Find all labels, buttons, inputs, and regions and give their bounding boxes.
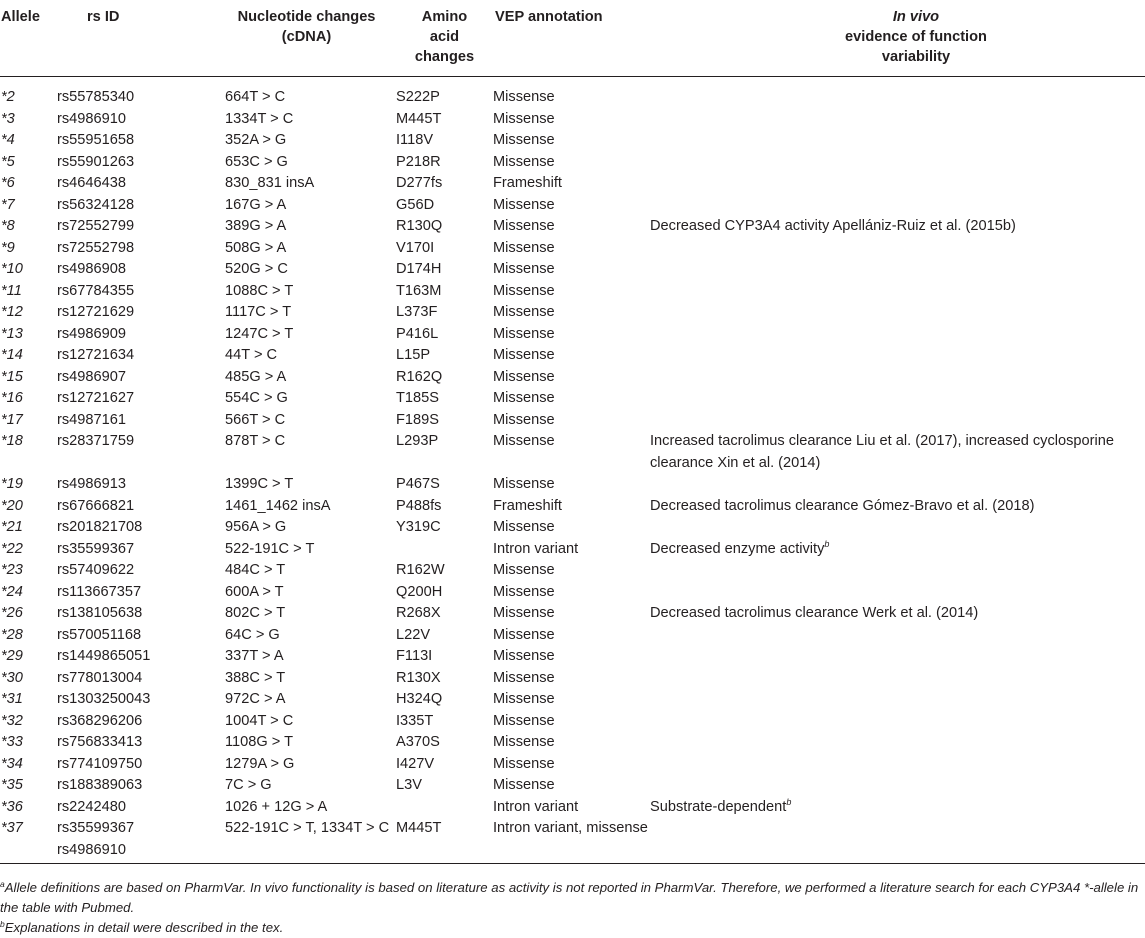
table-row: [0, 668, 1145, 690]
amino-acid-cell: G56D: [396, 196, 435, 213]
amino-acid-cell: L373F: [396, 304, 438, 320]
allele-cell: *22: [1, 540, 23, 557]
rs-id: rs67784355: [57, 282, 135, 299]
rs-id-cell: [57, 818, 225, 864]
rs-id: rs28371759: [57, 433, 135, 449]
rs-id: rs2242480: [57, 798, 126, 815]
evidence-cell: [649, 216, 1145, 238]
vep-cell: Missense: [493, 562, 555, 578]
table-row: [0, 603, 1145, 625]
nucleotide-cell: 1279A > G: [225, 755, 295, 772]
evidence-cell: [649, 367, 1145, 389]
vep-cell: Missense: [493, 626, 555, 643]
rs-id-cell: [57, 238, 225, 260]
allele-cell: *3: [1, 110, 15, 127]
rs-id-cell: [57, 711, 225, 733]
table-row: [0, 496, 1145, 518]
evidence-cell: [649, 431, 1145, 474]
vep-cell: Frameshift: [493, 175, 562, 191]
header-nucleotide: Nucleotide changes (cDNA): [225, 0, 396, 77]
table-row: [0, 77, 1145, 109]
vep-cell: Missense: [493, 712, 555, 729]
allele-cell: *34: [1, 755, 23, 772]
vep-cell: Missense: [493, 368, 555, 385]
vep-cell: Intron variant, missense: [493, 818, 649, 864]
rs-id-cell: [57, 302, 225, 324]
rs-id-cell: [57, 797, 225, 819]
evidence-footnote-mark: b: [786, 796, 792, 807]
rs-id: rs138105638: [57, 605, 143, 621]
rs-id: rs57409622: [57, 562, 135, 578]
table-row: [0, 216, 1145, 238]
table-row: [0, 517, 1145, 539]
rs-id-cell: [57, 603, 225, 625]
nucleotide-cell: 956A > G: [225, 519, 287, 535]
nucleotide-cell: 1117C > T: [225, 304, 292, 320]
vep-cell: Missense: [493, 691, 555, 707]
evidence-cell: [649, 711, 1145, 733]
amino-acid-cell: P467S: [396, 476, 440, 492]
table-row: [0, 754, 1145, 776]
rs-id: rs4986909: [57, 325, 126, 342]
rs-id-cell: [57, 775, 225, 797]
footnote-a: [0, 878, 1140, 918]
rs-id: rs4986907: [57, 368, 126, 385]
table-row: [0, 560, 1145, 582]
vep-cell: Missense: [493, 110, 555, 127]
table-header-row: [0, 0, 1145, 77]
nucleotide-cell: 167G > A: [225, 196, 287, 213]
nucleotide-cell: 485G > A: [225, 368, 287, 385]
amino-acid-cell: I427V: [396, 755, 435, 772]
vep-cell: Missense: [493, 153, 555, 170]
allele-cell: *21: [1, 519, 23, 535]
table-row: [0, 152, 1145, 174]
evidence-cell: [649, 603, 1145, 625]
evidence-cell: [649, 818, 1145, 864]
amino-acid-cell: H324Q: [396, 691, 443, 707]
nucleotide-cell: 664T > C: [225, 89, 286, 105]
table-row: [0, 259, 1145, 281]
evidence-cell: [649, 152, 1145, 174]
amino-acid-cell: [396, 539, 493, 561]
evidence-cell: [649, 324, 1145, 346]
amino-acid-cell: Y319C: [396, 519, 441, 535]
table-row: [0, 474, 1145, 496]
rs-id-cell: [57, 367, 225, 389]
amino-acid-cell: D277fs: [396, 175, 443, 191]
nucleotide-cell: 522-191C > T, 1334T > C: [225, 818, 396, 864]
nucleotide-cell: 653C > G: [225, 153, 288, 170]
table-row: [0, 410, 1145, 432]
rs-id: rs368296206: [57, 712, 143, 729]
rs-id: rs35599367: [57, 820, 135, 836]
allele-cell: *33: [1, 734, 23, 750]
vep-cell: Missense: [493, 755, 555, 772]
nucleotide-cell: 1026 + 12G > A: [225, 798, 328, 815]
table-row: [0, 367, 1145, 389]
nucleotide-cell: 1088C > T: [225, 282, 294, 299]
nucleotide-cell: 7C > G: [225, 777, 272, 793]
rs-id: rs570051168: [57, 626, 142, 643]
rs-id-cell: [57, 324, 225, 346]
header-in-vivo-evidence: [649, 0, 1145, 77]
rs-id-cell: [57, 517, 225, 539]
amino-acid-cell: D174H: [396, 261, 442, 277]
vep-cell: Frameshift: [493, 497, 562, 514]
vep-cell: Missense: [493, 89, 555, 105]
allele-cell: *23: [1, 562, 23, 578]
table-row: [0, 431, 1145, 474]
table-row: [0, 582, 1145, 604]
nucleotide-cell: 522-191C > T: [225, 540, 315, 557]
rs-id: rs67666821: [57, 497, 135, 514]
vep-cell: Missense: [493, 669, 555, 686]
evidence-cell: [649, 517, 1145, 539]
vep-cell: Missense: [493, 282, 555, 299]
rs-id: rs4986910: [57, 110, 126, 127]
amino-acid-cell: P218R: [396, 153, 441, 170]
amino-acid-cell: L293P: [396, 433, 439, 449]
amino-acid-cell: F113I: [396, 648, 433, 664]
amino-acid-cell: M445T: [396, 110, 442, 127]
vep-cell: Missense: [493, 476, 555, 492]
amino-acid-cell: V170I: [396, 239, 435, 256]
rs-id: rs72552799: [57, 218, 135, 234]
rs-id: rs1449865051: [57, 648, 151, 664]
evidence-cell: [649, 388, 1145, 410]
rs-id-cell: [57, 173, 225, 195]
rs-id: rs12721627: [57, 390, 135, 406]
evidence-cell: [649, 474, 1145, 496]
vep-cell: Missense: [493, 519, 555, 535]
amino-acid-cell: I335T: [396, 712, 434, 729]
table-row: [0, 539, 1145, 561]
evidence-cell: [649, 625, 1145, 647]
evidence-cell: [649, 281, 1145, 303]
amino-acid-cell: R130Q: [396, 218, 443, 234]
table-row: [0, 818, 1145, 864]
vep-cell: Missense: [493, 605, 555, 621]
nucleotide-cell: 1247C > T: [225, 325, 294, 342]
rs-id: rs778013004: [57, 669, 143, 686]
footnote-b: [0, 918, 1140, 938]
vep-cell: Missense: [493, 196, 555, 213]
evidence-text: Increased tacrolimus clearance Liu et al. (2017), increased cyclosporine clearance Xin et al. (2014): [650, 433, 1114, 471]
amino-acid-cell: L22V: [396, 626, 431, 643]
rs-id: rs55951658: [57, 132, 135, 148]
evidence-cell: [649, 130, 1145, 152]
table-row: [0, 109, 1145, 131]
rs-id: rs72552798: [57, 239, 135, 256]
amino-acid-cell: R162W: [396, 562, 445, 578]
footnote-a-mark: a: [0, 879, 5, 889]
rs-id-cell: [57, 560, 225, 582]
evidence-cell: [649, 109, 1145, 131]
allele-cell: *11: [1, 282, 22, 299]
vep-cell: Missense: [493, 390, 555, 406]
amino-acid-cell: I118V: [396, 132, 434, 148]
evidence-cell: [649, 77, 1145, 109]
nucleotide-cell: 352A > G: [225, 132, 287, 148]
table-row: [0, 130, 1145, 152]
vep-cell: Missense: [493, 218, 555, 234]
amino-acid-cell: A370S: [396, 734, 440, 750]
allele-cell: *4: [1, 132, 15, 148]
nucleotide-cell: 554C > G: [225, 390, 288, 406]
rs-id-cell: [57, 474, 225, 496]
rs-id-cell: [57, 195, 225, 217]
evidence-footnote-mark: b: [824, 538, 830, 549]
allele-cell: *35: [1, 777, 23, 793]
vep-cell: Missense: [493, 261, 555, 277]
allele-cell: *18: [1, 433, 23, 449]
table-row: [0, 173, 1145, 195]
table-row: [0, 625, 1145, 647]
rs-id-cell: [57, 130, 225, 152]
rs-id: rs756833413: [57, 734, 143, 750]
nucleotide-cell: 484C > T: [225, 562, 286, 578]
rs-id-cell: [57, 754, 225, 776]
allele-cell: *30: [1, 669, 23, 686]
vep-cell: Missense: [493, 648, 555, 664]
vep-cell: Missense: [493, 583, 555, 600]
evidence-cell: [649, 410, 1145, 432]
amino-acid-cell: T185S: [396, 390, 439, 406]
rs-id-cell: [57, 689, 225, 711]
table-body: [0, 77, 1145, 864]
evidence-cell: [649, 302, 1145, 324]
table-row: [0, 324, 1145, 346]
allele-cell: *12: [1, 304, 23, 320]
allele-cell: *16: [1, 390, 23, 406]
header-amino-acid: Amino acid changes: [396, 0, 493, 77]
nucleotide-cell: 1399C > T: [225, 476, 294, 492]
header-evidence: evidence of function variability: [845, 29, 987, 65]
rs-id-cell: [57, 281, 225, 303]
table-row: [0, 195, 1145, 217]
allele-cell: *32: [1, 712, 23, 729]
rs-id: rs188389063: [57, 777, 143, 793]
allele-cell: *37: [0, 818, 57, 864]
evidence-text: Decreased enzyme activity: [650, 540, 825, 557]
amino-acid-cell: [396, 797, 493, 819]
rs-id-cell: [57, 345, 225, 367]
evidence-cell: [649, 732, 1145, 754]
nucleotide-cell: 44T > C: [225, 347, 278, 363]
rs-id-cell: [57, 216, 225, 238]
rs-id: rs774109750: [57, 755, 143, 772]
rs-id: rs4646438: [57, 175, 126, 191]
header-allele: Allele: [0, 0, 57, 77]
rs-id-cell: [57, 646, 225, 668]
allele-cell: *6: [1, 175, 15, 191]
nucleotide-cell: 508G > A: [225, 239, 287, 256]
evidence-cell: [649, 345, 1145, 367]
rs-id: rs4986913: [57, 476, 126, 492]
allele-cell: *20: [1, 497, 23, 514]
vep-cell: Intron variant: [493, 798, 579, 815]
rs-id: rs56324128: [57, 196, 135, 213]
header-rs-id: rs ID: [57, 0, 225, 77]
allele-cell: *10: [1, 261, 23, 277]
table-row: [0, 302, 1145, 324]
table-row: [0, 775, 1145, 797]
nucleotide-cell: 972C > A: [225, 691, 286, 707]
rs-id: rs55785340: [57, 89, 135, 105]
nucleotide-cell: 1004T > C: [225, 712, 294, 729]
table-footnotes: [0, 878, 1140, 938]
vep-cell: Missense: [493, 777, 555, 793]
rs-id: rs1303250043: [57, 691, 151, 707]
allele-cell: *8: [1, 218, 15, 234]
amino-acid-cell: S222P: [396, 89, 440, 105]
evidence-cell: [649, 754, 1145, 776]
rs-id-cell: [57, 582, 225, 604]
allele-cell: *7: [1, 196, 15, 213]
evidence-cell: [649, 775, 1145, 797]
rs-id-cell: [57, 496, 225, 518]
allele-cell: *31: [1, 691, 23, 707]
amino-acid-cell: Q200H: [396, 583, 443, 600]
vep-cell: Missense: [493, 325, 555, 342]
rs-id-cell: [57, 152, 225, 174]
rs-id-cell: [57, 668, 225, 690]
table-row: [0, 689, 1145, 711]
rs-id-cell: [57, 410, 225, 432]
allele-cell: *9: [1, 239, 15, 256]
rs-id-cell: [57, 625, 225, 647]
evidence-cell: [649, 195, 1145, 217]
vep-cell: Missense: [493, 239, 555, 256]
rs-id: rs4986908: [57, 261, 126, 277]
nucleotide-cell: 600A > T: [225, 583, 284, 600]
vep-cell: Missense: [493, 347, 555, 363]
evidence-cell: [649, 173, 1145, 195]
nucleotide-cell: 802C > T: [225, 605, 286, 621]
allele-cell: *15: [1, 368, 23, 385]
amino-acid-cell: P488fs: [396, 497, 442, 514]
evidence-cell: [649, 560, 1145, 582]
evidence-text: Decreased tacrolimus clearance Gómez-Bravo et al. (2018): [650, 497, 1035, 514]
allele-cell: *19: [1, 476, 23, 492]
rs-id-cell: [57, 388, 225, 410]
vep-cell: Missense: [493, 411, 555, 428]
table-row: [0, 281, 1145, 303]
amino-acid-cell: R162Q: [396, 368, 443, 385]
vep-cell: Intron variant: [493, 540, 579, 557]
nucleotide-cell: 388C > T: [225, 669, 286, 686]
rs-id-cell: [57, 259, 225, 281]
evidence-cell: [649, 689, 1145, 711]
rs-id-cell: [57, 77, 225, 109]
nucleotide-cell: 64C > G: [225, 626, 280, 643]
nucleotide-cell: 1334T > C: [225, 110, 294, 127]
amino-acid-cell: R268X: [396, 605, 441, 621]
rs-id-cell: [57, 431, 225, 474]
evidence-text: Substrate-dependent: [650, 798, 787, 815]
table-row: [0, 388, 1145, 410]
nucleotide-cell: 566T > C: [225, 411, 286, 428]
nucleotide-cell: 1461_1462 insA: [225, 497, 331, 514]
evidence-cell: [649, 582, 1145, 604]
rs-id: rs113667357: [57, 583, 142, 600]
rs-id-cell: [57, 539, 225, 561]
table-row: [0, 732, 1145, 754]
evidence-cell: [649, 646, 1145, 668]
nucleotide-cell: 830_831 insA: [225, 175, 315, 191]
evidence-cell: [649, 668, 1145, 690]
amino-acid-cell: M445T: [396, 818, 493, 864]
vep-cell: Missense: [493, 734, 555, 750]
footnote-b-text: Explanations in detail were described in the tex.: [4, 920, 284, 935]
nucleotide-cell: 878T > C: [225, 433, 286, 449]
table-row: [0, 797, 1145, 819]
evidence-cell: [649, 539, 1145, 561]
allele-cell: *36: [1, 798, 23, 815]
allele-cell: *26: [1, 605, 23, 621]
table-row: [0, 646, 1145, 668]
rs-id: rs12721629: [57, 304, 135, 320]
rs-id: rs4987161: [57, 411, 126, 428]
allele-cell: *28: [1, 626, 23, 643]
allele-cell: *5: [1, 153, 15, 170]
vep-cell: Missense: [493, 304, 555, 320]
allele-cell: *29: [1, 648, 23, 664]
nucleotide-cell: 389G > A: [225, 218, 287, 234]
allele-cell: *17: [1, 411, 23, 428]
rs-id-cell: [57, 732, 225, 754]
evidence-text: Decreased CYP3A4 activity Apellániz-Ruiz et al. (2015b): [650, 218, 1016, 234]
vep-cell: Missense: [493, 433, 555, 449]
nucleotide-cell: 337T > A: [225, 648, 284, 664]
nucleotide-cell: 520G > C: [225, 261, 288, 277]
header-in-vivo: In vivo: [892, 9, 940, 25]
allele-cell: *14: [1, 347, 23, 363]
evidence-cell: [649, 797, 1145, 819]
rs-id: rs201821708: [57, 519, 143, 535]
amino-acid-cell: L3V: [396, 777, 422, 793]
rs-id-secondary: rs4986910: [57, 841, 126, 858]
amino-acid-cell: F189S: [396, 411, 439, 428]
table-row: [0, 345, 1145, 367]
footnote-b-mark: b: [0, 919, 5, 929]
nucleotide-cell: 1108G > T: [225, 734, 294, 750]
table-row: [0, 711, 1145, 733]
footnote-a-text: Allele definitions are based on PharmVar. In vivo functionality is based on literature as activity is not reported in PharmVar. Therefore, we performed a literature search for each CYP3A4 *-allele in the table with Pubmed.: [0, 880, 1139, 915]
header-vep: VEP annotation: [493, 0, 649, 77]
evidence-cell: [649, 496, 1145, 518]
rs-id-cell: [57, 109, 225, 131]
amino-acid-cell: L15P: [396, 347, 431, 363]
allele-cell: *24: [1, 583, 23, 600]
allele-cell: *2: [1, 89, 15, 105]
vep-cell: Missense: [493, 132, 555, 148]
allele-cell: *13: [1, 325, 23, 342]
amino-acid-cell: P416L: [396, 325, 439, 342]
evidence-text: Decreased tacrolimus clearance Werk et al. (2014): [650, 605, 979, 621]
rs-id: rs12721634: [57, 347, 135, 363]
amino-acid-cell: T163M: [396, 282, 442, 299]
rs-id: rs55901263: [57, 153, 135, 170]
table-row: [0, 238, 1145, 260]
rs-id: rs35599367: [57, 540, 135, 557]
amino-acid-cell: R130X: [396, 669, 441, 686]
evidence-cell: [649, 259, 1145, 281]
evidence-cell: [649, 238, 1145, 260]
